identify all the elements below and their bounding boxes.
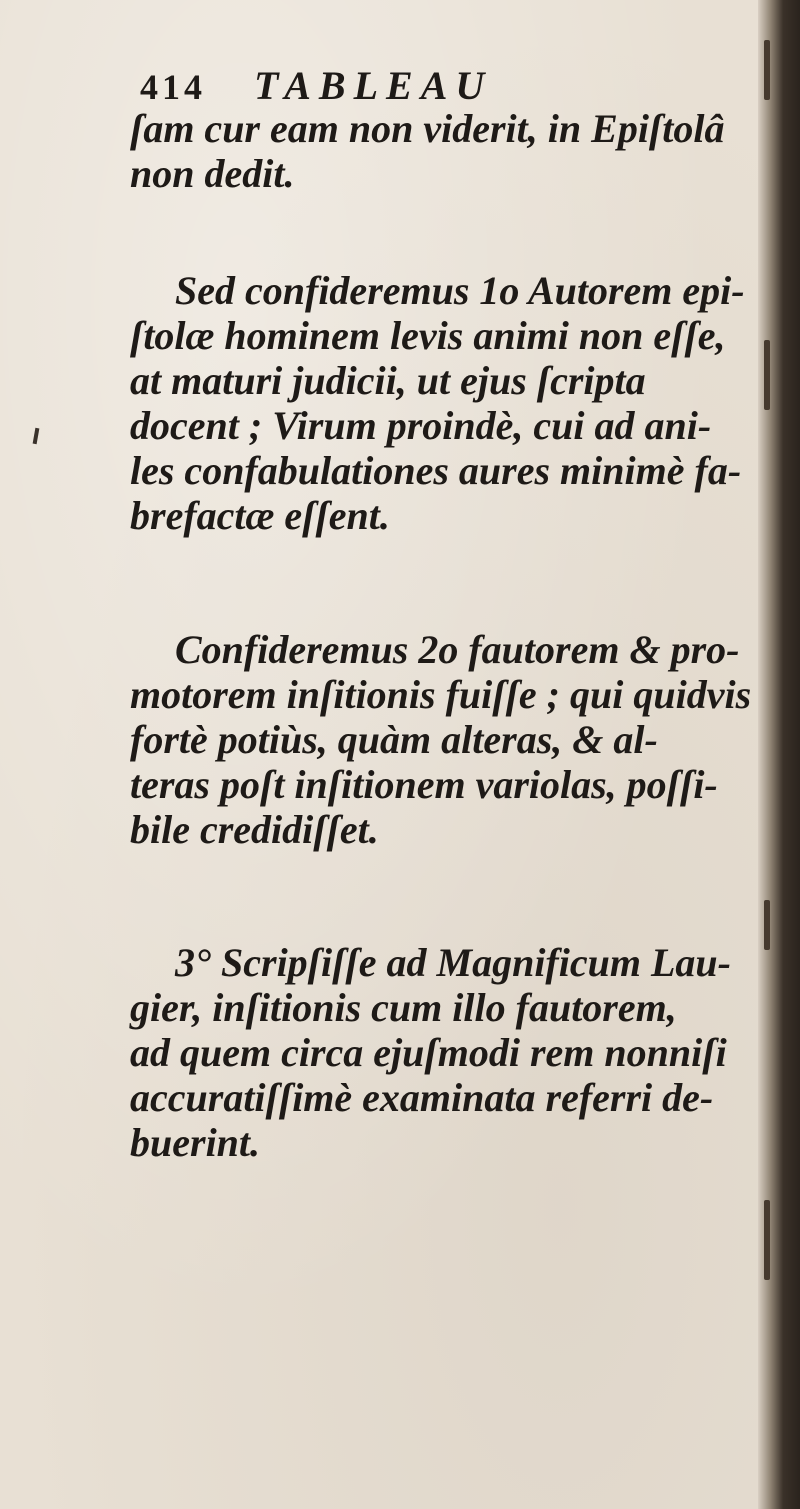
text-line: 3° Scripſiſſe ad Magnificum Lau- xyxy=(175,940,731,985)
text-line: ſtolæ hominem levis animi non eſſe, xyxy=(130,313,726,358)
text-line: accuratiſſimè examinata referri de- xyxy=(130,1075,714,1120)
page-number: 414 xyxy=(140,67,206,107)
text-line: les confabulationes aures minimè fa- xyxy=(130,448,742,493)
text-line: motorem inſitionis fuiſſe ; qui quidvis xyxy=(130,672,752,717)
edge-speck xyxy=(764,40,770,100)
running-head xyxy=(140,62,492,109)
paragraph-3 xyxy=(130,627,770,852)
margin-mark xyxy=(33,428,40,444)
paragraph-4 xyxy=(130,940,770,1165)
text-line: bile credidiſſet. xyxy=(130,807,379,852)
text-line: ad quem circa ejuſmodi rem nonniſi xyxy=(130,1030,727,1075)
text-line: buerint. xyxy=(130,1120,261,1165)
text-line: fortè potiùs, quàm alteras, & al- xyxy=(130,717,658,762)
text-line: Sed confideremus 1o Autorem epi- xyxy=(175,268,745,313)
text-line: gier, inſitionis cum illo fautorem, xyxy=(130,985,677,1030)
running-title: TABLEAU xyxy=(254,63,493,108)
text-line: at maturi judicii, ut ejus ſcripta xyxy=(130,358,646,403)
text-line: docent ; Virum proindè, cui ad ani- xyxy=(130,403,712,448)
text-line: teras poſt inſitionem variolas, poſſi- xyxy=(130,762,718,807)
text-line: brefactæ eſſent. xyxy=(130,493,390,538)
paragraph-2 xyxy=(130,268,770,538)
text-line: ſam cur eam non viderit, in Epiſtolâ xyxy=(130,106,725,151)
text-line: Confideremus 2o fautorem & pro- xyxy=(175,627,740,672)
edge-speck xyxy=(764,1200,770,1280)
paragraph-1 xyxy=(130,106,770,196)
text-line: non dedit. xyxy=(130,151,295,196)
